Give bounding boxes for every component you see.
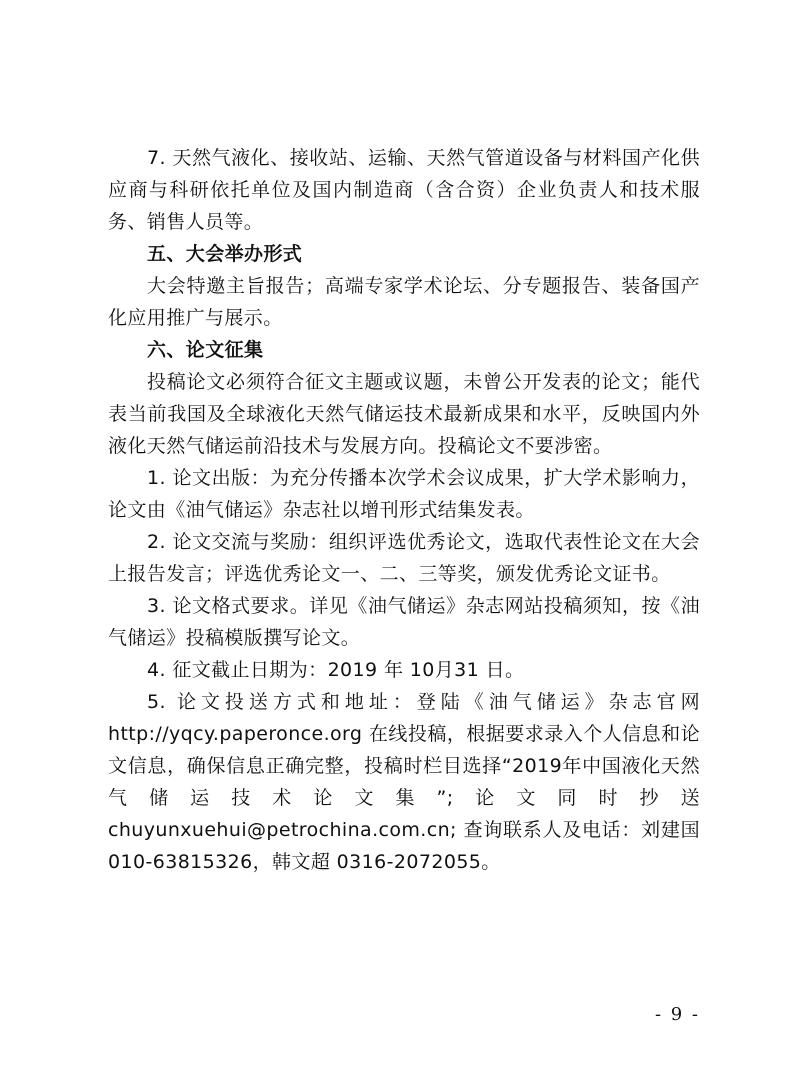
paragraph-awards: 2. 论文交流与奖励：组织评选优秀论文，选取代表性论文在大会上报告发言；评选优秀论文一、二、三等奖，颁发优秀论文证书。 — [108, 531, 700, 585]
section-heading-papers: 六、论文征集 — [147, 339, 264, 361]
paragraph-deadline: 4. 征文截止日期为：2019 年 10月31 日。 — [147, 659, 525, 681]
paragraph-format-requirements: 3. 论文格式要求。详见《油气储运》杂志网站投稿须知，按《油气储运》投稿模版撰写论文。 — [108, 595, 700, 649]
document-body — [108, 142, 700, 878]
page-number: - 9 - — [654, 1004, 700, 1025]
paragraph-format: 大会特邀主旨报告；高端专家学术论坛、分专题报告、装备国产化应用推广与展示。 — [108, 275, 700, 329]
paragraph-papers-intro: 投稿论文必须符合征文主题或议题，未曾公开发表的论文；能代表当前我国及全球液化天然气储运技术最新成果和水平，反映国内外液化天然气储运前沿技术与发展方向。投稿论文不要涉密。 — [108, 371, 700, 457]
paragraph-submission: 5. 论文投送方式和地址：登陆《油气储运》杂志官网 http://yqcy.paperonce.org 在线投稿，根据要求录入个人信息和论文信息，确保信息正确完整，投稿时栏目选择“2019年中国液化天然气储运技术论文集”;论文同时抄送 chuyunxuehui@petrochina.com.cn; 查询联系人及电话：刘建国 010-63815326，韩文超 0316-2072055。 — [108, 691, 700, 873]
section-heading-format: 五、大会举办形式 — [147, 243, 303, 265]
paragraph-item-7: 7. 天然气液化、接收站、运输、天然气管道设备与材料国产化供应商与科研依托单位及国内制造商（含合资）企业负责人和技术服务、销售人员等。 — [108, 147, 700, 233]
paragraph-publication: 1. 论文出版：为充分传播本次学术会议成果，扩大学术影响力，论文由《油气储运》杂志社以增刊形式结集发表。 — [108, 467, 700, 521]
